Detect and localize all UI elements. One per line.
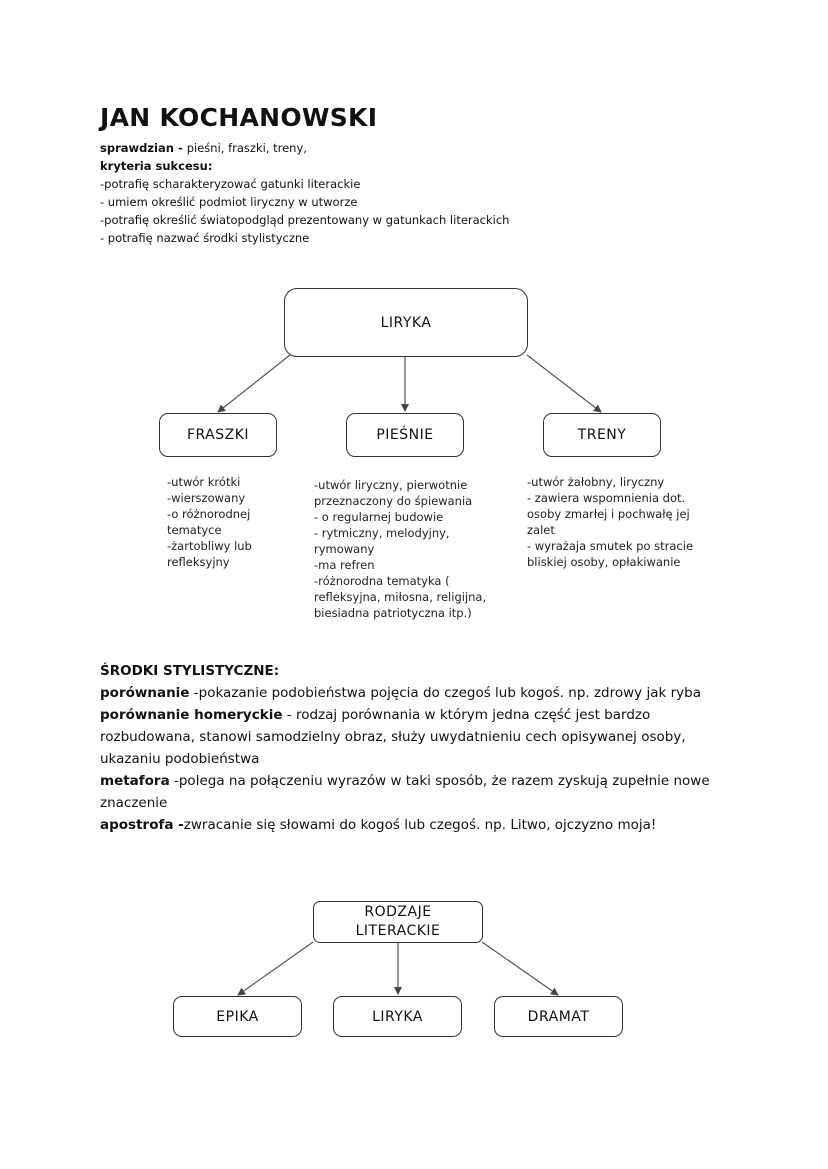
term: porównanie	[100, 685, 190, 701]
definition: zwracanie się słowami do kogoś lub czegoś. np. Litwo, ojczyzno moja!	[183, 817, 657, 833]
page-title: JAN KOCHANOWSKI	[100, 103, 378, 132]
definition: -pokazanie podobieństwa pojęcia do czegoś lub kogoś. np. zdrowy jak ryba	[189, 685, 701, 701]
term: metafora	[100, 773, 170, 789]
kryteria-item: - potrafię nazwać środki stylistyczne	[100, 231, 310, 245]
kryteria-item: -potrafię określić światopodgląd prezentowany w gatunkach literackich	[100, 213, 510, 227]
liryka-box	[333, 996, 462, 1037]
stylistic-devices-section	[100, 660, 740, 836]
epika-box	[173, 996, 302, 1037]
stylistic-item	[100, 770, 740, 814]
treny-label: TRENY	[577, 427, 627, 443]
sprawdzian-text: pieśni, fraszki, treny,	[186, 141, 307, 155]
stylistic-heading: ŚRODKI STYLISTYCZNE:	[100, 663, 280, 679]
arrow-rodzaje-epika	[238, 942, 313, 995]
treny-box	[543, 413, 661, 457]
stylistic-item	[100, 704, 740, 770]
rodzaje-root-box	[313, 901, 483, 943]
kryteria-item: -potrafię scharakteryzować gatunki literackie	[100, 177, 361, 191]
rodzaje-root-label: RODZAJE LITERACKIE	[355, 904, 441, 939]
kryteria-item: - umiem określić podmiot liryczny w utworze	[100, 195, 358, 209]
arrow-liryka-treny	[527, 355, 601, 412]
fraszki-box	[159, 413, 277, 457]
sprawdzian-label: sprawdzian -	[100, 141, 187, 155]
piesnie-box	[346, 413, 464, 457]
liryka-root-box	[284, 288, 528, 357]
definition: -polega na połączeniu wyrazów w taki sposób, że razem zyskują zupełnie nowe znaczenie	[100, 773, 710, 811]
term: apostrofa -	[100, 817, 184, 833]
term: porównanie homeryckie	[100, 707, 283, 723]
piesnie-description: -utwór liryczny, pierwotnie przeznaczony do śpiewania - o regularnej budowie - rytmiczny, melodyjny, rymowany -ma refren -różnorodna tematyka ( refleksyjna, miłosna, religijna, biesiadna patriotyczna itp.)	[314, 478, 487, 620]
piesnie-label: PIEŚNIE	[376, 427, 434, 443]
liryka-root-label: LIRYKA	[380, 314, 432, 331]
stylistic-item	[100, 682, 740, 704]
arrow-liryka-fraszki	[218, 355, 290, 412]
liryka-label: LIRYKA	[372, 1008, 423, 1025]
fraszki-label: FRASZKI	[186, 427, 250, 443]
treny-description: -utwór żałobny, liryczny - zawiera wspomnienia dot. osoby zmarłej i pochwałę jej zalet - wyrażaja smutek po stracie bliskiej osoby, opłakiwanie	[527, 475, 694, 569]
definition: - rodzaj porównania w którym jedna część jest bardzo rozbudowana, stanowi samodzielny obraz, służy uwydatnieniu cech opisywanej osoby, ukazaniu podobieństwa	[100, 707, 686, 767]
arrow-rodzaje-dramat	[482, 942, 558, 995]
dramat-box	[494, 996, 623, 1037]
fraszki-description: -utwór krótki -wierszowany -o różnorodnej tematyce -żartobliwy lub refleksyjny	[167, 475, 252, 569]
stylistic-item	[100, 814, 740, 836]
epika-label: EPIKA	[216, 1008, 259, 1025]
dramat-label: DRAMAT	[527, 1008, 590, 1025]
kryteria-label: kryteria sukcesu:	[100, 159, 213, 173]
